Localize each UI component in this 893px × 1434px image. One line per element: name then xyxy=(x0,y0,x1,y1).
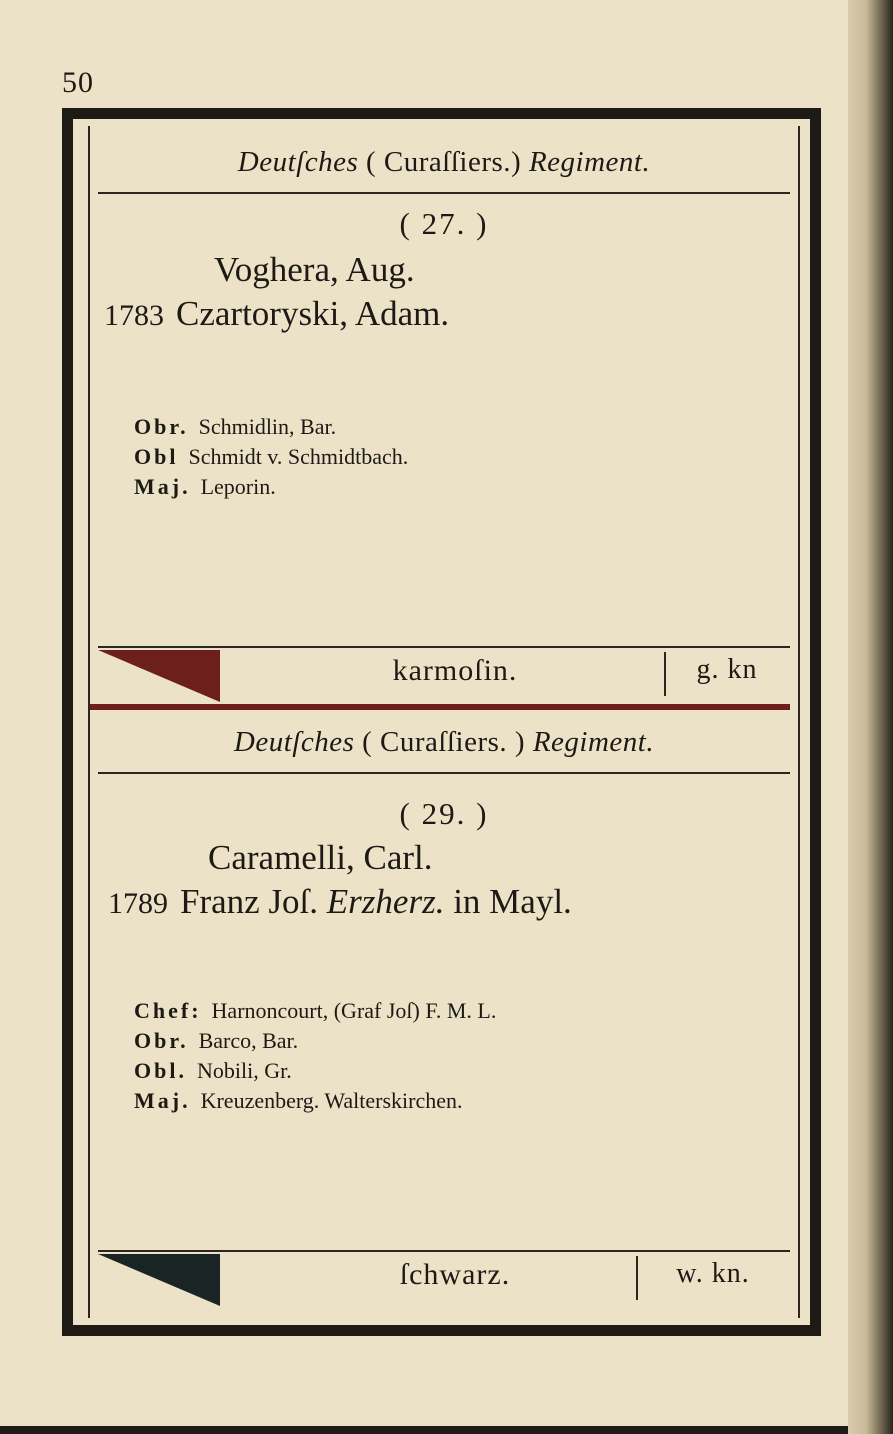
owner-line-1 xyxy=(208,838,433,878)
owner-name: Caramelli, Carl. xyxy=(208,838,433,877)
owner-name-pre: Franz Joſ. xyxy=(180,882,319,921)
regiment-number: ( 29. ) xyxy=(399,796,489,831)
owner-name: Czartoryski, Adam. xyxy=(176,294,450,333)
owner-year: 1783 xyxy=(104,299,164,332)
owner-name: Voghera, Aug. xyxy=(214,250,415,289)
owner-year: 1789 xyxy=(108,887,168,920)
officer-name: Schmidlin, Bar. xyxy=(198,414,337,439)
officer-rank: Maj. xyxy=(134,1088,191,1113)
officer-row xyxy=(134,996,496,1026)
officer-row xyxy=(134,472,408,502)
regiment-title xyxy=(90,726,798,759)
officer-row xyxy=(134,412,408,442)
officer-rank: Maj. xyxy=(134,474,191,499)
facing-color-name: karmoſin. xyxy=(392,654,518,687)
officer-name: Nobili, Gr. xyxy=(196,1058,292,1083)
owner-name-post: in Mayl. xyxy=(453,882,572,921)
officer-row xyxy=(134,442,408,472)
title-rule xyxy=(98,772,790,774)
title-mid: ( Curaſſiers.) xyxy=(366,146,522,178)
column-divider xyxy=(664,652,666,696)
title-pre: Deutſches xyxy=(233,726,355,758)
regiment-entry-29 xyxy=(90,712,798,1316)
button-color: g. kn xyxy=(696,654,758,685)
regiment-number: ( 27. ) xyxy=(399,206,489,241)
book-spine xyxy=(848,0,893,1434)
officer-rank: Obr. xyxy=(134,1028,189,1053)
officer-name: Kreuzenberg. Walterskirchen. xyxy=(200,1088,463,1113)
uniform-color-bar xyxy=(98,1250,790,1308)
owner-title: Erzherz. xyxy=(326,882,445,921)
facing-color-swatch xyxy=(98,650,228,702)
officer-row xyxy=(134,1056,496,1086)
officer-name: Schmidt v. Schmidtbach. xyxy=(188,444,409,469)
officer-rank: Obr. xyxy=(134,414,189,439)
button-color: w. kn. xyxy=(676,1258,750,1289)
owner-line-1 xyxy=(214,250,415,290)
officer-list xyxy=(134,412,408,502)
facing-color-swatch xyxy=(98,1254,228,1306)
officer-name: Leporin. xyxy=(200,474,276,499)
page-number: 50 xyxy=(62,66,94,99)
section-separator xyxy=(90,704,790,710)
officer-rank: Obl. xyxy=(134,1058,187,1083)
facing-color-name: ſchwarz. xyxy=(399,1258,511,1291)
owner-line-2 xyxy=(104,294,449,334)
title-rule xyxy=(98,192,790,194)
owner-line-2 xyxy=(108,882,572,922)
title-mid: ( Curaſſiers. ) xyxy=(362,726,526,758)
officer-rank: Obl xyxy=(134,444,179,469)
regiment-title xyxy=(90,146,798,179)
title-post: Regiment. xyxy=(528,146,651,178)
officer-list xyxy=(134,996,496,1116)
title-pre: Deutſches xyxy=(237,146,359,178)
column-divider xyxy=(636,1256,638,1300)
regiment-entry-27 xyxy=(90,126,798,706)
officer-rank: Chef: xyxy=(134,998,202,1023)
officer-row xyxy=(134,1026,496,1056)
officer-name: Harnoncourt, (Graf Joſ) F. M. L. xyxy=(211,998,497,1023)
title-post: Regiment. xyxy=(532,726,655,758)
officer-name: Barco, Bar. xyxy=(198,1028,299,1053)
officer-row xyxy=(134,1086,496,1116)
uniform-color-bar xyxy=(98,646,790,704)
